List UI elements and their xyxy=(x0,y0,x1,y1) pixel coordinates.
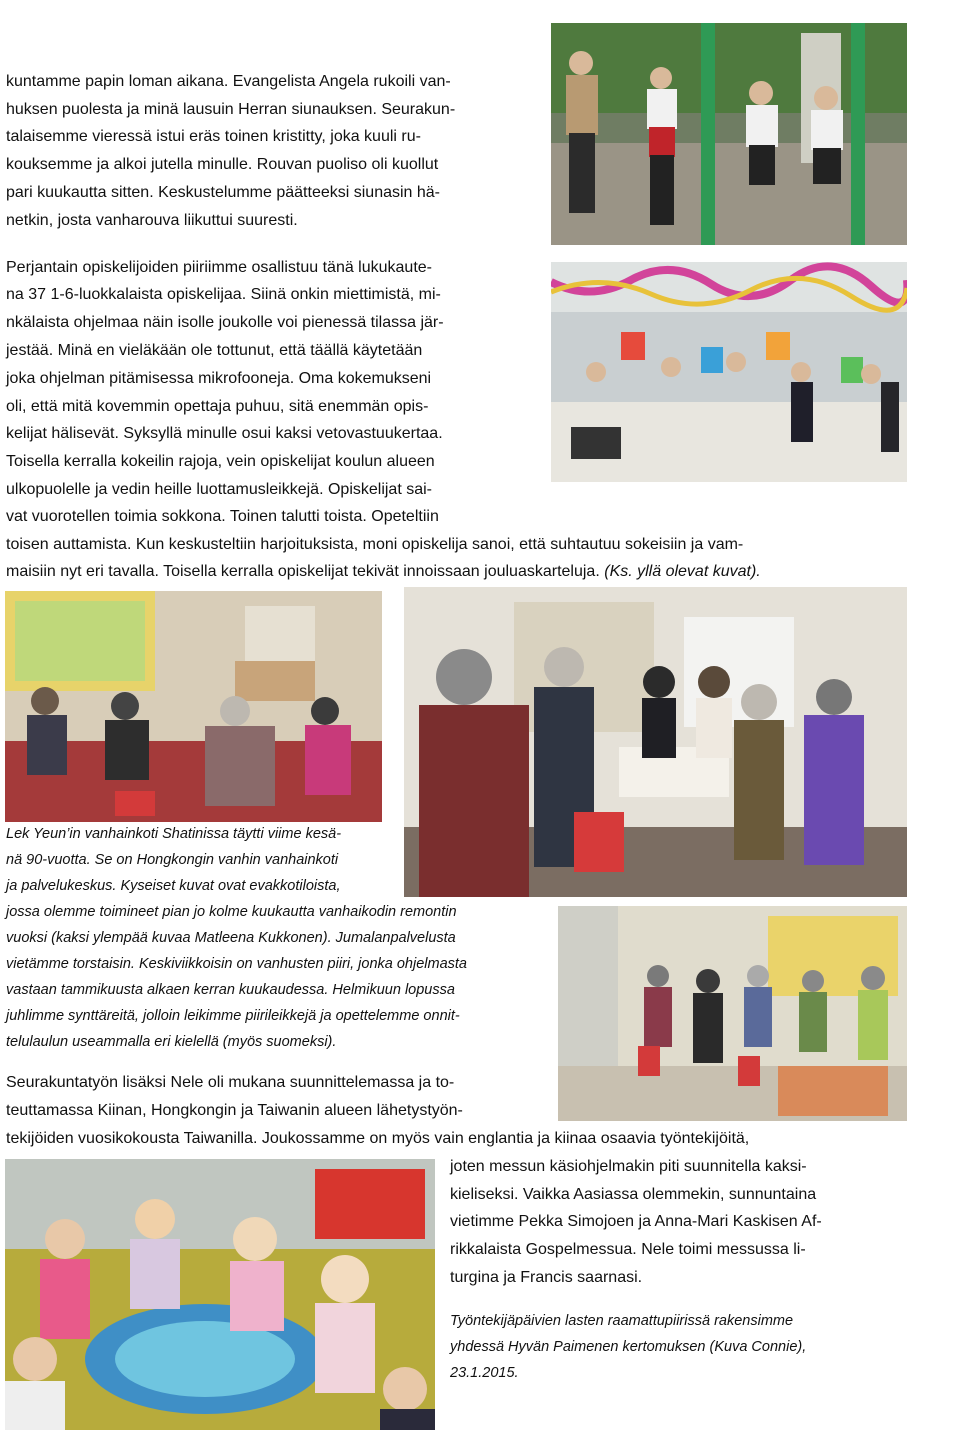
caption-line: jossa olemme toimineet pian jo kolme kuukautta vanhaikodin remontin xyxy=(6,904,457,920)
photo-worship-service xyxy=(404,587,907,897)
caption-line: 23.1.2015. xyxy=(450,1365,519,1381)
caption-line: nä 90-vuotta. Se on Hongkongin vanhin vanhainkoti xyxy=(6,852,339,868)
photo-children-bible-circle xyxy=(5,1159,435,1430)
caption-line: Työntekijäpäivien lasten raamattupiirissä rakensimme xyxy=(450,1313,794,1329)
photo-elderly-seated xyxy=(5,591,382,822)
photo-classroom-crafts xyxy=(551,262,907,482)
text-line: rikkalaista Gospelmessua. Nele toimi messussa li- xyxy=(450,1241,806,1258)
caption-line: yhdessä Hyvän Paimenen kertomuksen (Kuva Connie), xyxy=(450,1339,807,1355)
text-line: nkälaista ohjelmaa näin isolle joukolle voi pienessä tilassa jär- xyxy=(6,314,444,331)
photo-birthday-circle xyxy=(558,906,907,1121)
text-line xyxy=(6,562,761,582)
caption-line: vuoksi (kaksi ylempää kuvaa Matleena Kukkonen). Jumalanpalvelusta xyxy=(6,930,456,946)
text-line: jestää. Minä en vieläkään ole tottunut, että täällä käytetään xyxy=(6,342,423,359)
text-line: talaisemme vieressä istui eräs toinen kristitty, joka kuuli ru- xyxy=(6,128,421,145)
text-run: maisiin nyt eri tavalla. Toisella kerralla opiskelijat tekivät innoissaan jouluaskarteluja. xyxy=(6,563,600,580)
text-line: tekijöiden vuosikokousta Taiwanilla. Joukossamme on myös vain englantia ja kiinaa osaavia työntekijöitä, xyxy=(6,1130,750,1147)
text-line: Perjantain opiskelijoiden piiriimme osallistuu tänä lukukaute- xyxy=(6,259,432,276)
text-line: kuntamme papin loman aikana. Evangelista Angela rukoili van- xyxy=(6,73,451,90)
text-line: na 37 1-6-luokkalaista opiskelijaa. Siinä onkin miettimistä, mi- xyxy=(6,286,441,303)
caption-line: ja palvelukeskus. Kyseiset kuvat ovat evakkotiloista, xyxy=(6,878,341,894)
text-line: kelijat hälisevät. Syksyllä minulle osui kaksi vetovastuukertaa. xyxy=(6,425,443,442)
text-line: netkin, josta vanharouva liikuttui suuresti. xyxy=(6,212,298,229)
text-line: ulkopuolelle ja vedin heille luottamusleikkejä. Opiskelijat sai- xyxy=(6,481,432,498)
text-line: joten messun käsiohjelmakin piti suunnitella kaksi- xyxy=(450,1158,807,1175)
text-line: huksen puolesta ja minä lausuin Herran siunauksen. Seurakun- xyxy=(6,101,456,118)
text-line: kouksemme ja alkoi jutella minulle. Rouvan puoliso oli kuollut xyxy=(6,156,439,173)
caption-line: Lek Yeun’in vanhainkoti Shatinissa täytti viime kesä- xyxy=(6,826,342,842)
text-line: joka ohjelman pitämisessa mikrofooneja. Oma kokemukseni xyxy=(6,370,432,387)
text-line: turgina ja Francis saarnasi. xyxy=(450,1269,643,1286)
caption-line: juhlimme synttäreitä, jolloin leikimme piirileikkejä ja opettelemme onnit- xyxy=(6,1008,460,1024)
photo-students-outdoors xyxy=(551,23,907,245)
text-line: vat vuorotellen toimia sokkona. Toinen talutti toista. Opeteltiin xyxy=(6,508,439,525)
text-line: pari kuukautta sitten. Keskustelumme päätteeksi siunasin hä- xyxy=(6,184,441,201)
text-line: toisen auttamista. Kun keskusteltiin harjoituksista, moni opiskelija sanoi, että suhtautuu sokeisiin ja vam- xyxy=(6,536,744,553)
text-run-italic: (Ks. yllä olevat kuvat). xyxy=(604,563,761,580)
text-line: Toisella kerralla kokeilin rajoja, vein opiskelijat koulun alueen xyxy=(6,453,435,470)
caption-line: telulaulun useammalla eri kielellä (myös suomeksi). xyxy=(6,1034,337,1050)
text-line: teuttamassa Kiinan, Hongkongin ja Taiwanin alueen lähetystyön- xyxy=(6,1102,463,1119)
caption-line: vastaan tammikuusta alkaen kerran kuukaudessa. Helmikuun lopussa xyxy=(6,982,455,998)
text-line: vietimme Pekka Simojoen ja Anna-Mari Kaskisen Af- xyxy=(450,1213,822,1230)
text-line: Seurakuntatyön lisäksi Nele oli mukana suunnittelemassa ja to- xyxy=(6,1074,455,1091)
text-line: kieliseksi. Vaikka Aasiassa olemmekin, sunnuntaina xyxy=(450,1186,817,1203)
text-line: oli, että mitä kovemmin opettaja puhuu, sitä enemmän opis- xyxy=(6,398,429,415)
caption-line: vietämme torstaisin. Keskiviikkoisin on vanhusten piiri, jonka ohjelmasta xyxy=(6,956,467,972)
